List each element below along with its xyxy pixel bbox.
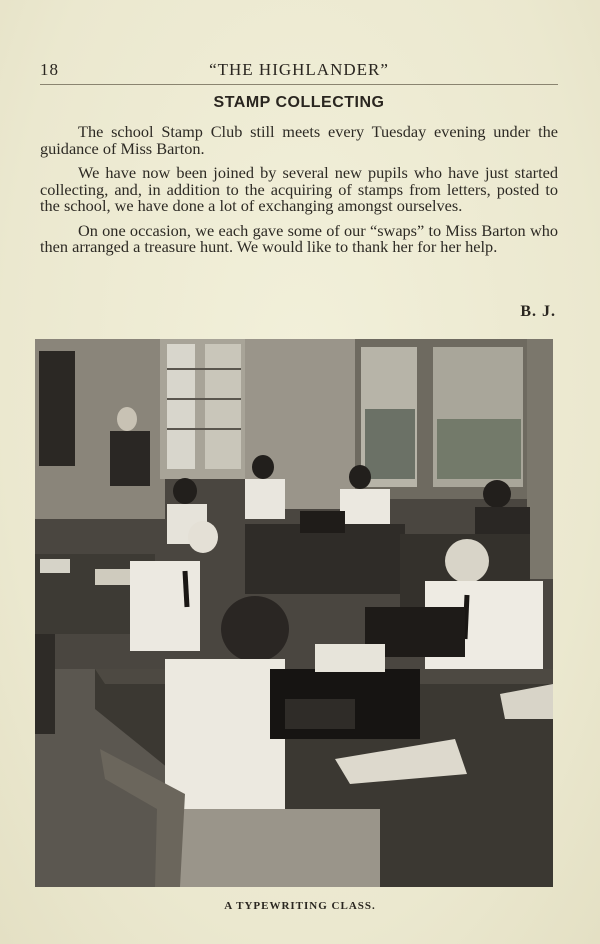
paragraph-2: We have now been joined by several new pupils who have just started collecting, and, in addition to the acquiring of stamps from letters, posted to the school, we have done a lot of exchanging amongst ourselves. [40,163,558,215]
article-title: STAMP COLLECTING [213,94,385,111]
photo-caption: A TYPEWRITING CLASS. [224,900,376,912]
paragraph-1: The school Stamp Club still meets every Tuesday evening under the guidance of Miss Barton. [40,122,558,158]
page-number: 18 [40,60,59,79]
photo-illustration [35,339,553,887]
paragraph-3: On one occasion, we each gave some of our “swaps” to Miss Barton who then arranged a treasure hunt. We would like to thank her for her help. [40,220,558,256]
typewriting-class-photo [35,339,553,887]
author-signature: B. J. [520,303,556,320]
page-header [40,60,558,85]
running-title: “THE HIGHLANDER” [209,60,389,79]
article-body [40,124,558,264]
